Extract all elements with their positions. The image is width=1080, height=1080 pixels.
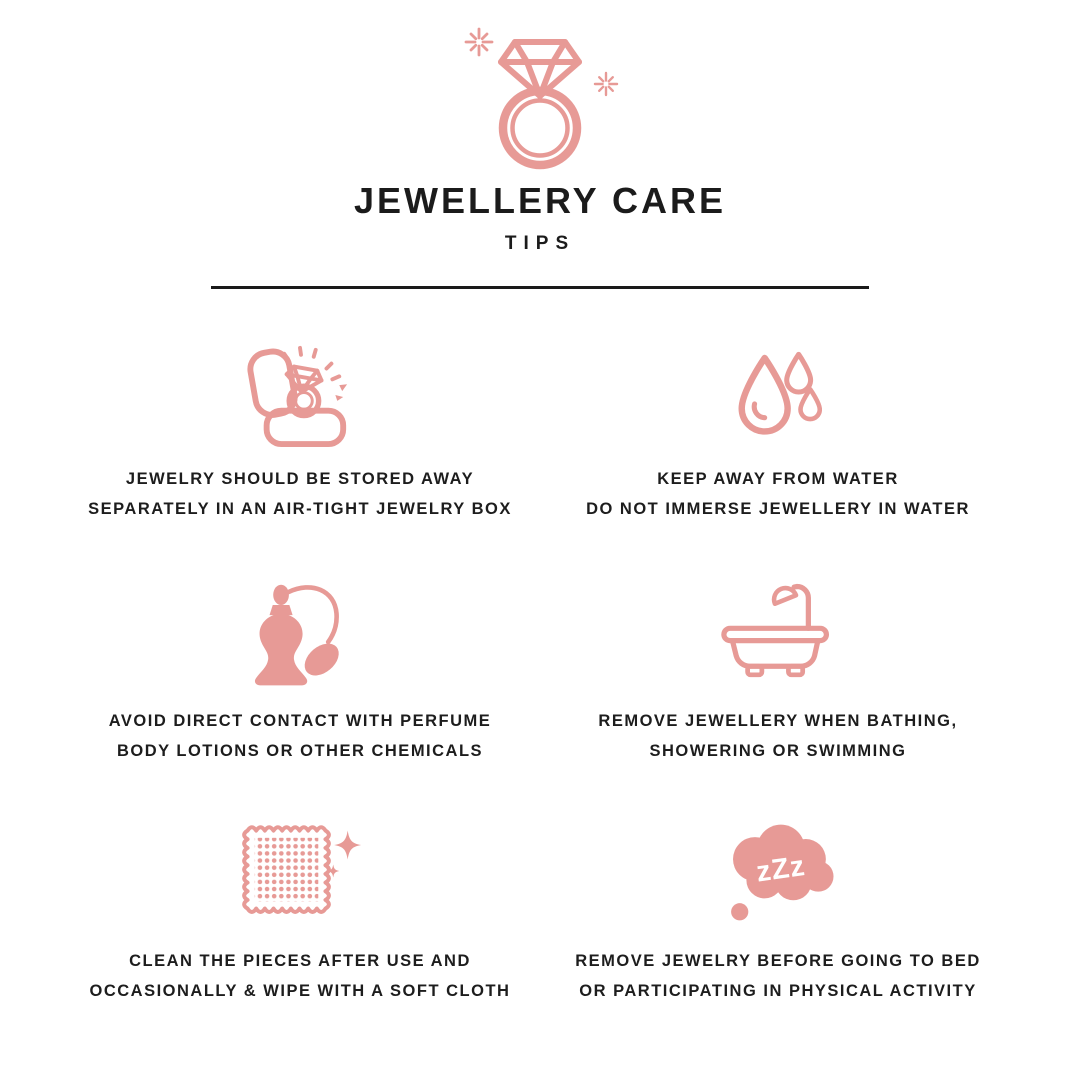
water-drops-icon (558, 336, 998, 448)
page-title: JEWELLERY CARE (353, 180, 727, 221)
page-subtitle: TIPS (504, 233, 576, 254)
bathtub-shower-icon (558, 578, 998, 690)
caption-line: KEEP AWAY FROM WATER (657, 470, 899, 488)
tip-storage (80, 336, 520, 524)
divider (211, 286, 869, 289)
tip-water-caption (558, 464, 998, 524)
diamond-ring-icon (455, 20, 625, 170)
tip-cleaning-caption (80, 946, 520, 1006)
tip-cleaning (80, 812, 520, 1006)
sleep-cloud-icon (558, 812, 998, 930)
tip-water (558, 336, 998, 524)
caption-line: REMOVE JEWELRY BEFORE GOING TO BED (575, 952, 981, 970)
tip-storage-caption (80, 464, 520, 524)
tip-sleep-caption (558, 946, 998, 1006)
caption-line: SEPARATELY IN AN AIR-TIGHT JEWELRY BOX (88, 500, 512, 518)
tip-bathing (558, 578, 998, 766)
sparkle-icon (466, 29, 492, 55)
caption-line: SHOWERING OR SWIMMING (649, 742, 907, 760)
perfume-atomizer-icon (80, 578, 520, 690)
caption-line: REMOVE JEWELLERY WHEN BATHING, (598, 712, 958, 730)
caption-line: BODY LOTIONS OR OTHER CHEMICALS (116, 742, 484, 760)
ring-box-icon (80, 336, 520, 448)
caption-line: OR PARTICIPATING IN PHYSICAL ACTIVITY (579, 982, 977, 1000)
zzz-text: zZz (754, 850, 808, 889)
caption-line: JEWELRY SHOULD BE STORED AWAY (125, 470, 475, 488)
tip-chemicals-caption (80, 706, 520, 766)
tip-chemicals (80, 578, 520, 766)
caption-line: AVOID DIRECT CONTACT WITH PERFUME (108, 712, 492, 730)
soft-cloth-icon (80, 812, 520, 930)
sparkle-icon (327, 831, 361, 878)
caption-line: DO NOT IMMERSE JEWELLERY IN WATER (586, 500, 970, 518)
tip-sleep (558, 812, 998, 1006)
caption-line: OCCASIONALLY & WIPE WITH A SOFT CLOTH (89, 982, 511, 1000)
caption-line: CLEAN THE PIECES AFTER USE AND (129, 952, 471, 970)
sparkle-icon (595, 73, 617, 95)
tip-bathing-caption (558, 706, 998, 766)
